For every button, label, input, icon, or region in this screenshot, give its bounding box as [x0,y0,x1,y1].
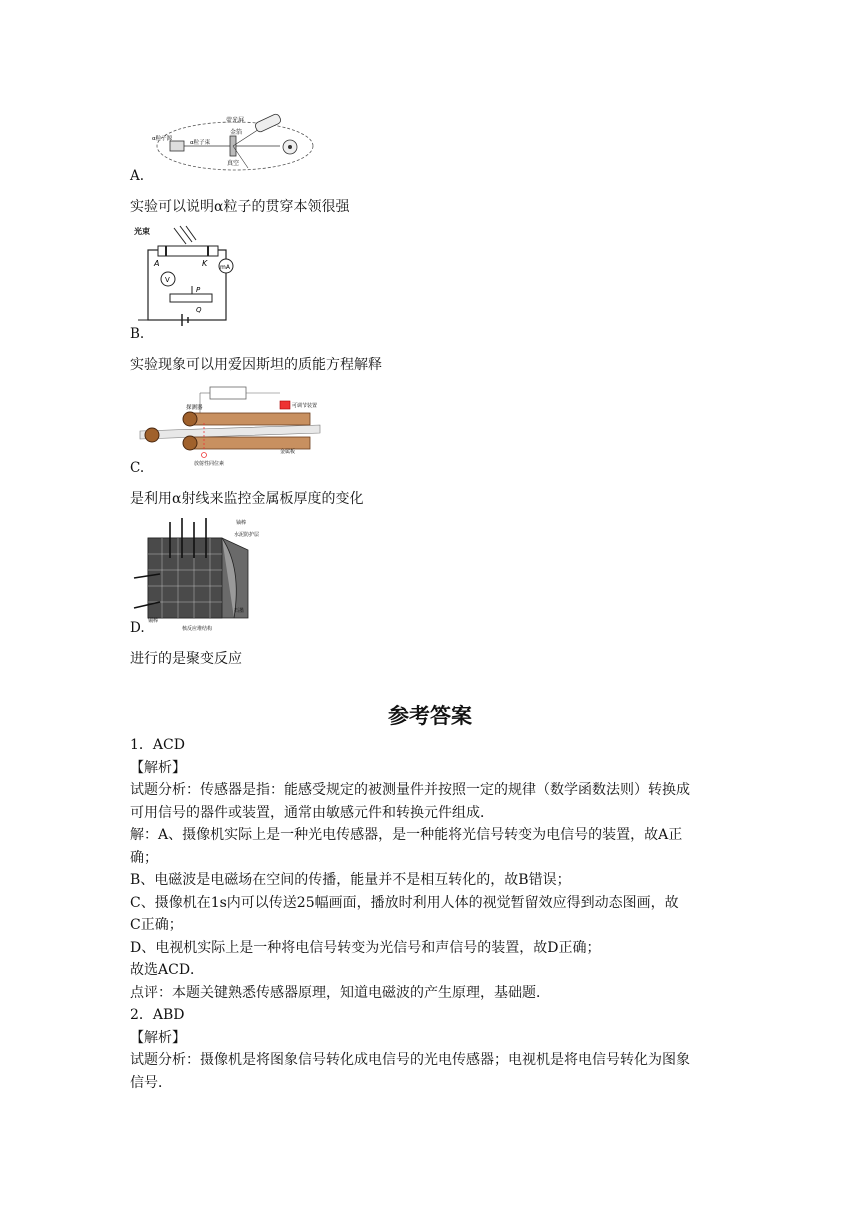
answer-line: 确； [130,849,158,866]
answer-line: 试题分析：传感器是指：能感受规定的被测量件并按照一定的规律（数学函数法则）转换成 [130,782,690,798]
fig-b-label-v: V [165,276,170,284]
option-d-letter: D. [130,620,145,636]
answer-line: 2．ABD [130,1007,185,1023]
fig-a-label-foil: 金箔 [230,129,243,136]
fig-b-label-p: P [196,286,201,294]
option-b-letter: B. [130,326,145,342]
fig-b-label-k: K [202,259,208,268]
answer-line: 故选ACD． [130,962,205,978]
option-c-text: 是利用α射线来监控金属板厚度的变化 [130,491,364,507]
answer-line: 【解析】 [130,1029,186,1046]
option-a-letter: A. [130,168,145,184]
figure-thickness-gauge [130,383,330,471]
answer-line: 试题分析：摄像机是将图象信号转化成电信号的光电传感器；电视机是将电信号转化为图象 [130,1052,690,1068]
fig-b-label-a: A [154,259,160,268]
fig-d-label-cadmium: 镉棒 [148,618,159,624]
fig-b-label-light: 光束 [134,227,150,236]
answer-line: D、电视机实际上是一种将电信号转变为光信号和声信号的装置，故D正确； [130,939,601,956]
answer-line: 信号． [130,1074,172,1091]
fig-d-caption: 核反应堆结构 [182,626,213,632]
answer-line: B、电磁波是电磁场在空间的传播，能量并不是相互转化的，故B错误； [130,872,571,888]
figure-photoelectric-circuit [130,224,240,336]
fig-b-label-q: Q [196,306,202,314]
option-c-letter: C. [130,460,145,476]
answer-line: C正确； [130,917,183,933]
fig-b-label-ma: mA [220,264,230,271]
fig-a-label-source: α粒子源 [152,136,173,142]
fig-d-label-graphite: 石墨 [234,608,245,614]
answer-section-title: 参考答案 [388,704,472,728]
option-a-text: 实验可以说明α粒子的贯穿本领很强 [130,199,350,215]
fig-d-label-uranium-top: 铀棒 [236,520,247,526]
option-d-text: 进行的是聚变反应 [130,651,242,667]
fig-c-label-plate: 金属板 [280,449,296,455]
fig-c-label-adjuster: 可调节装置 [292,403,318,409]
fig-d-label-shield: 水泥防护层 [234,532,260,538]
answer-line: 【解析】 [130,759,186,776]
fig-c-label-isotope: 放射性同位素 [194,461,225,467]
answer-line: 1．ACD [130,737,185,753]
figure-reactor-core [130,518,260,636]
fig-c-label-detector: 探测器 [186,405,203,411]
answer-body [130,734,740,1094]
fig-a-label-vacuum: 真空 [227,160,240,167]
answer-line: 解：A、摄像机实际上是一种光电传感器，是一种能将光信号转变为电信号的装置，故A正 [130,827,683,843]
figure-alpha-scattering [130,110,315,172]
answer-line: C、摄像机在1s内可以传送25幅画面，播放时利用人体的视觉暂留效应得到动态图画，故 [130,894,679,911]
answer-line: 可用信号的器件或装置，通常由敏感元件和转换元件组成． [130,804,494,821]
fig-a-label-screen: 荧光屏 [226,117,245,124]
answer-line: 点评：本题关键熟悉传感器原理，知道电磁波的产生原理，基础题． [130,984,550,1001]
fig-a-label-beam: α粒子束 [190,140,211,146]
option-b-text: 实验现象可以用爱因斯坦的质能方程解释 [130,357,382,373]
